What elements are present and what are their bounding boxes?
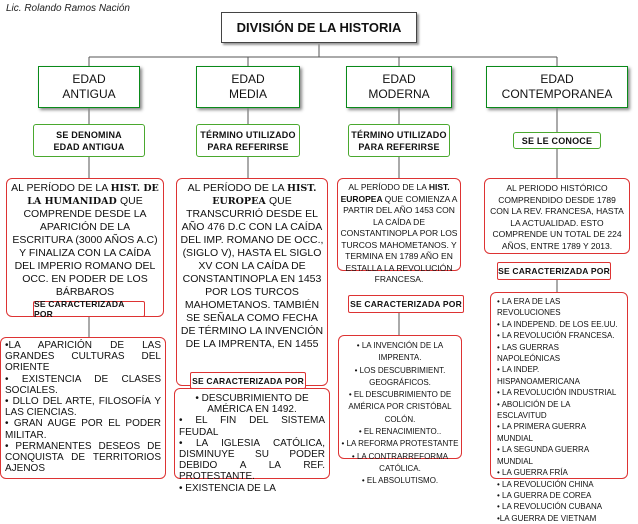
list-item: • LA REVOLUCIÓN INDUSTRIAL xyxy=(497,388,617,398)
list-media xyxy=(174,388,330,494)
list-antigua xyxy=(0,337,166,479)
list-item: • GRAN AUGE POR EL PODER MILITAR. xyxy=(5,418,161,441)
era-moderna-line2: MODERNA xyxy=(368,87,430,101)
list-moderna xyxy=(338,335,462,486)
list-item: • EL DESCUBRIMIENTO DE AMÉRICA POR CRISTÓBAL COLÓN. xyxy=(348,390,452,424)
era-antigua xyxy=(38,66,140,108)
label-antigua-line2: EDAD ANTIGUA xyxy=(53,141,125,152)
list-item: • LA GUERRA FRÍA xyxy=(497,468,568,478)
list-item: • LOS DESCUBRIMIENT. GEOGRÁFICOS. xyxy=(354,365,446,387)
era-media-line1: EDAD xyxy=(231,72,265,86)
description-antigua-post: QUE COMPRENDE DESDE LA APARICIÓN DE LA ESCRITURA (3000 AÑOS A.C) Y FINALIZA CON LA CAÍDA DEL IMPERIO ROMANO DEL OCC. EN PODER DE LOS BÁRBAROS xyxy=(12,195,158,298)
description-contemporanea xyxy=(484,178,630,254)
list-item: • LA SEGUNDA GUERRA MUNDIAL xyxy=(497,445,589,466)
list-item: • PERMANENTES DESEOS DE CONQUISTA DE TERRITORIOS AJENOS xyxy=(5,440,161,475)
description-media-highlight: HIST. EUROPEA xyxy=(212,183,317,207)
list-item: • ABOLICIÓN DE LA ESCLAVITUD xyxy=(497,399,571,421)
era-contemporanea xyxy=(486,66,628,108)
list-item: • LA REFORMA PROTESTANTE xyxy=(341,439,459,449)
list-item: • LA INDEP. HISPANOAMERICANA xyxy=(497,365,580,386)
description-media-post: QUE TRANSCURRIÓ DESDE EL AÑO 476 D.C CON LA CAÍDA DEL IMP. ROMANO DE OCC., (SIGLO V), HASTA EL SIGLO XV CON LA CAÍDA DE CONSTANTINOPLA EN 1453 POR LOS TURCOS MAHOMETANOS. TAMBIÉN SE SEÑALA COMO FECHA DE TÉRMINO LA INVENCIÓN DE LA IMPRENTA, EN 1455 xyxy=(180,195,324,350)
label-contemporanea xyxy=(513,132,601,149)
description-media-pre: AL PERÍODO DE LA xyxy=(187,182,287,194)
era-moderna xyxy=(346,66,452,108)
label-moderna-line2: PARA REFERIRSE xyxy=(358,141,440,152)
list-item: • LA REVOLUCIÓN CUBANA xyxy=(497,502,603,512)
list-item: • LA INDEPEND. DE LOS EE.UU. xyxy=(497,319,618,329)
description-antigua xyxy=(6,178,164,317)
label-moderna-line1: TÉRMINO UTILIZADO xyxy=(351,129,447,140)
label-media-line2: PARA REFERIRSE xyxy=(207,141,289,152)
label-contemporanea-line1: SE LE CONOCE xyxy=(521,135,593,146)
list-item: • DLLO DEL ARTE, FILOSOFÍA Y LAS CIENCIAS. xyxy=(5,396,161,419)
list-item: • LA INVENCIÓN DE LA IMPRENTA. xyxy=(356,341,444,363)
tag-antigua: SE CARACTERIZADA POR xyxy=(33,301,145,317)
label-antigua xyxy=(33,124,145,157)
label-antigua-line1: SE DENOMINA xyxy=(56,129,122,140)
label-moderna xyxy=(348,124,450,157)
list-item: •LA GUERRA DE VIETNAM xyxy=(497,513,597,523)
label-media xyxy=(196,124,300,157)
description-moderna-highlight: HIST. EUROPEA xyxy=(340,182,450,204)
era-contemporanea-line2: CONTEMPORANEA xyxy=(501,87,613,101)
list-item: • LA GUERRA DE COREA xyxy=(497,490,592,500)
list-item: • EXISTENCIA DE CLASES SOCIALES. xyxy=(5,373,161,396)
list-item: • LA REVOLUCIÓN FRANCESA. xyxy=(497,331,615,341)
tag-media: SE CARACTERIZADA POR xyxy=(190,372,306,389)
description-antigua-pre: AL PERÍODO DE LA xyxy=(11,182,111,194)
list-item: • LA ERA DE LAS REVOLUCIONES xyxy=(497,297,561,318)
era-moderna-line1: EDAD xyxy=(382,72,416,86)
description-contemporanea-text: AL PERIODO HISTÓRICO COMPRENDIDO DESDE 1789 CON LA REV. FRANCESA, HASTA LA ACTUALIDAD. ESTO COMPRENDE UN TOTAL DE 224 AÑOS, ENTRE 1789 Y 2013. xyxy=(490,183,624,251)
description-moderna-post: QUE COMIENZA A PARTIR DEL AÑO 1453 CON LA CAÍDA DE CONSTANTINOPLA POR LOS TURCOS MAHOMETANOS. Y TERMINA EN 1789 AÑO EN ESTALLA LA REVOLUCIÓN FRANCESA. xyxy=(340,193,458,284)
era-contemporanea-line1: EDAD xyxy=(540,72,574,86)
list-item: • LA CONTRARREFORMA CATÓLICA. xyxy=(351,451,449,473)
author-credit: Lic. Rolando Ramos Nación xyxy=(6,3,130,14)
era-antigua-line1: EDAD xyxy=(72,72,106,86)
main-title: DIVISIÓN DE LA HISTORIA xyxy=(221,12,417,43)
label-media-line1: TÉRMINO UTILIZADO xyxy=(200,129,296,140)
era-media-line2: MEDIA xyxy=(228,87,267,101)
list-item: • EL ABSOLUTISMO. xyxy=(361,476,439,486)
description-antigua-highlight: HIST. DE LA HUMANIDAD xyxy=(27,183,159,207)
list-item: • LA REVOLUCIÓN CHINA xyxy=(497,479,594,489)
list-item: • EL FIN DEL SISTEMA FEUDAL xyxy=(179,415,325,438)
description-moderna-pre: AL PERÍODO DE LA xyxy=(348,182,429,192)
description-media xyxy=(176,178,328,386)
description-moderna xyxy=(337,178,461,284)
list-item: • DESCUBRIMIENTO DE AMÉRICA EN 1492. xyxy=(195,393,309,416)
era-media xyxy=(196,66,300,108)
list-item: •LA APARICIÓN DE LAS GRANDES CULTURAS DEL ORIENTE xyxy=(5,340,161,374)
list-item: • LA PRIMERA GUERRA MUNDIAL xyxy=(497,422,586,443)
list-item: • LAS GUERRAS NAPOLEÓNICAS xyxy=(497,342,561,364)
list-item: • EXISTENCIA DE LA xyxy=(179,482,276,494)
tag-contemporanea: SE CARACTERIZADA POR xyxy=(497,262,611,280)
era-antigua-line2: ANTIGUA xyxy=(62,87,116,101)
list-item: • LA IGLESIA CATÓLICA, DISMINUYE SU PODER DEBIDO A LA REF. PROTESTANTE. xyxy=(179,437,325,483)
tag-moderna: SE CARACTERIZADA POR xyxy=(348,295,464,313)
list-contemporanea xyxy=(490,292,628,523)
list-item: • EL RENACIMIENTO.. xyxy=(358,427,442,437)
